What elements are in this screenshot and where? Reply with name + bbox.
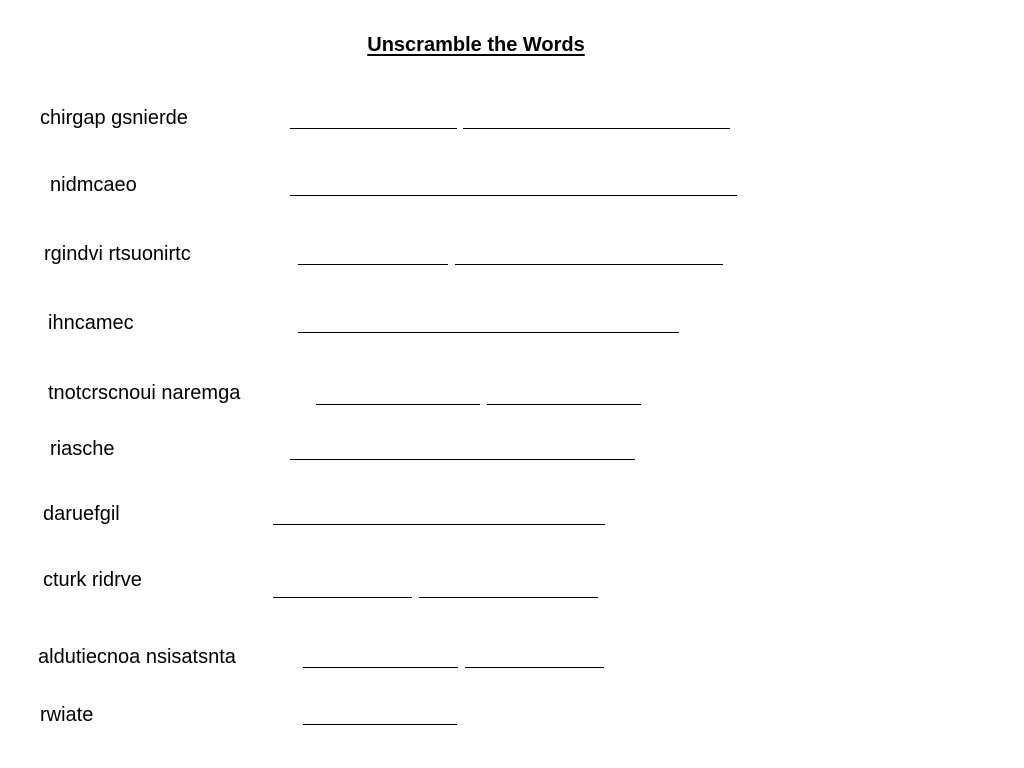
answer-blank-3a[interactable] (298, 264, 448, 265)
page-title: Unscramble the Words (367, 34, 585, 56)
scrambled-word-2: nidmcaeo (50, 174, 137, 196)
answer-blank-5b[interactable] (487, 404, 641, 405)
answer-blank-9a[interactable] (303, 667, 458, 668)
answer-blank-8a[interactable] (273, 597, 412, 598)
answer-blank-2[interactable] (290, 195, 737, 196)
scrambled-word-3: rgindvi rtsuonirtc (44, 243, 191, 265)
scrambled-word-10: rwiate (40, 704, 94, 726)
answer-blank-7[interactable] (273, 524, 605, 525)
answer-blank-1a[interactable] (290, 128, 457, 129)
scrambled-word-1: chirgap gsnierde (40, 107, 188, 129)
scrambled-word-6: riasche (50, 438, 115, 460)
answer-blank-5a[interactable] (316, 404, 480, 405)
scrambled-word-4: ihncamec (48, 312, 134, 334)
scrambled-word-8: cturk ridrve (43, 569, 142, 591)
scrambled-word-5: tnotcrscnoui naremga (48, 382, 241, 404)
answer-blank-9b[interactable] (465, 667, 604, 668)
answer-blank-8b[interactable] (419, 597, 598, 598)
answer-blank-3b[interactable] (455, 264, 723, 265)
answer-blank-6[interactable] (290, 459, 635, 460)
answer-blank-1b[interactable] (463, 128, 730, 129)
answer-blank-10[interactable] (303, 724, 457, 725)
scrambled-word-9: aldutiecnoa nsisatsnta (38, 646, 236, 668)
answer-blank-4[interactable] (298, 332, 679, 333)
scrambled-word-7: daruefgil (43, 503, 120, 525)
